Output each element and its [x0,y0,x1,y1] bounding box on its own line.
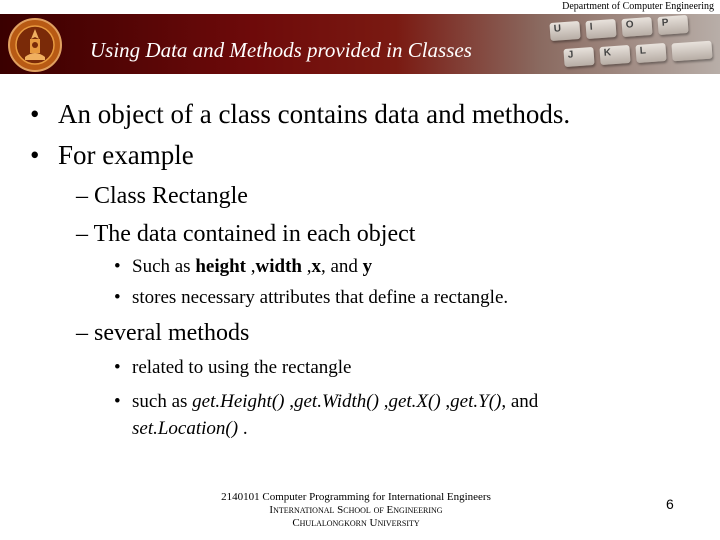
bullet-marker: • [114,391,121,412]
method-get-y: get.Y() [450,391,502,412]
page-number: 6 [666,496,674,512]
sub-bullet-text: stores necessary attributes that define a rectangle. [132,287,509,308]
attribute-width: width [255,256,302,277]
keyboard-key [671,41,712,62]
text-segment: , [378,391,389,412]
text-segment: . [238,418,248,439]
text-segment: such as [132,391,193,412]
school-name: International School of Engineering [269,504,443,516]
sub-bullet-text: related to using the rectangle [132,357,352,378]
course-name: 2140101 Computer Programming for International Engineers [221,491,491,503]
text-segment: , [301,256,312,277]
sub-bullet-text [132,388,538,442]
attribute-height: height [195,256,247,277]
dash-item: – The data contained in each object [76,221,416,247]
sub-bullet-text [132,256,372,278]
keyboard-key: U [549,21,580,41]
bullet-marker: • [30,99,40,129]
attribute-y: y [362,256,373,277]
bullet-marker: • [114,287,121,308]
method-get-height: get.Height() [192,391,285,412]
text-segment: , and [320,256,363,277]
bullet-marker: • [114,357,121,378]
university-emblem-logo [6,16,64,74]
text-segment: Such as [132,256,196,277]
keyboard-key: L [635,43,666,63]
bullet-marker: • [30,140,40,170]
text-segment: , [284,391,294,412]
keyboard-decoration [480,14,720,74]
keyboard-key: O [621,17,652,37]
keyboard-key: K [599,45,630,65]
bullet-marker: • [114,256,121,277]
method-set-location: set.Location() [132,418,239,439]
text-segment: , and [501,391,539,412]
header-banner [0,14,720,74]
slide-footer [160,491,552,530]
department-label: Department of Computer Engineering [562,1,714,12]
keyboard-key: J [563,47,594,67]
keyboard-key: I [585,19,616,39]
dash-item: – several methods [76,320,250,346]
bullet-text: For example [58,140,194,170]
method-get-width: get.Width() [293,391,379,412]
method-get-x: get.X() [388,391,441,412]
attribute-x: x [311,256,321,277]
dash-item: – Class Rectangle [76,183,248,209]
text-segment: , [246,256,256,277]
bullet-text: An object of a class contains data and methods. [58,99,571,129]
university-name: Chulalongkorn University [292,517,420,529]
text-segment: , [440,391,451,412]
slide-title: Using Data and Methods provided in Classes [90,38,472,62]
keyboard-key: P [657,15,688,35]
